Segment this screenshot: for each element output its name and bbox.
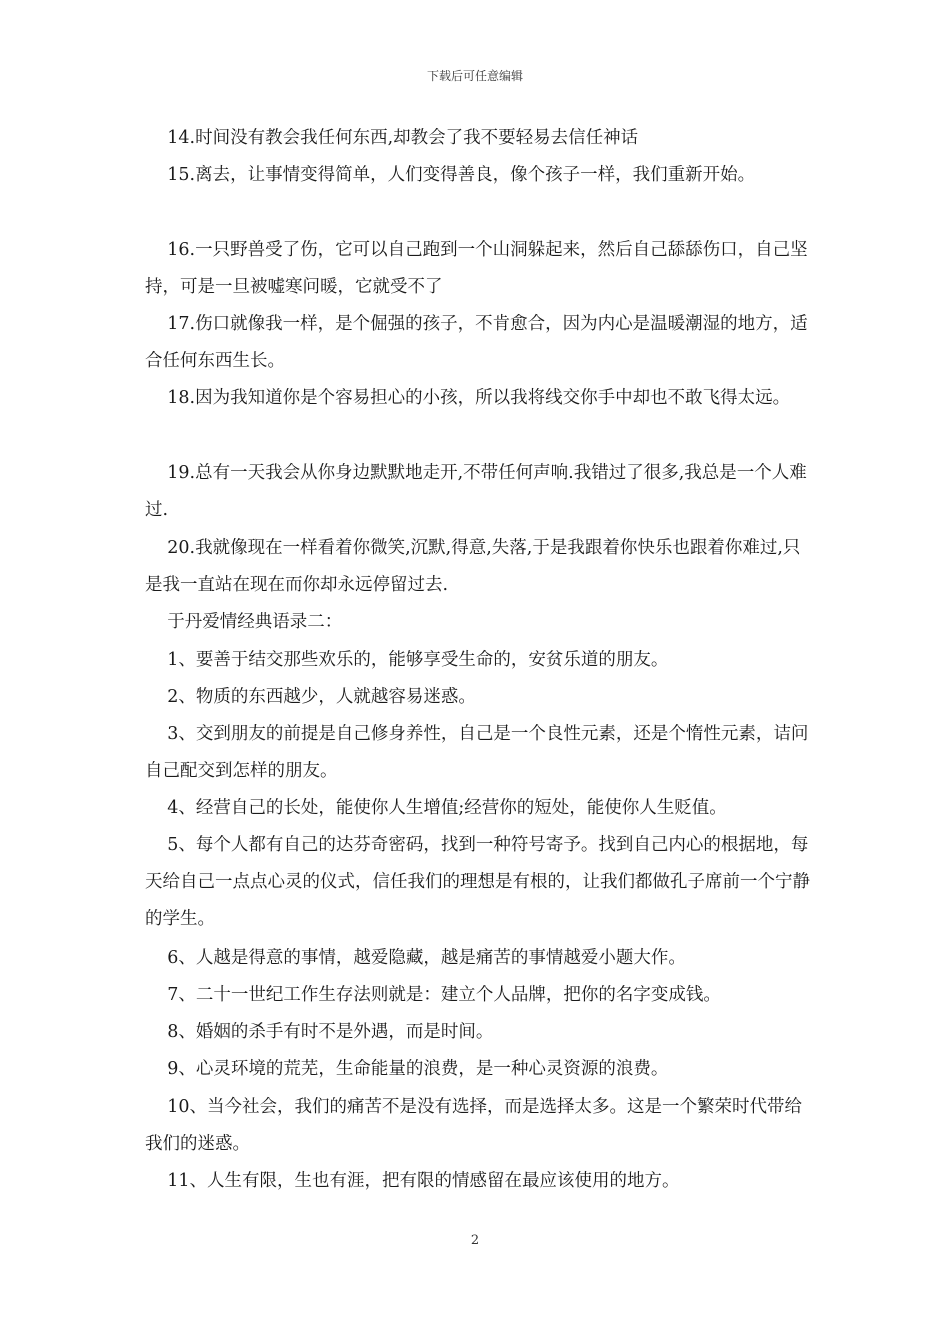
quote-9: 9、心灵环境的荒芜，生命能量的浪费，是一种心灵资源的浪费。	[145, 1059, 669, 1079]
section-heading: 于丹爱情经典语录二：	[145, 612, 343, 632]
paragraph-19: 19.总有一天我会从你身边默默地走开,不带任何声响.我错过了很多,我总是一个人难过.	[145, 463, 807, 520]
paragraph-14: 14.时间没有教会我任何东西,却教会了我不要轻易去信任神话	[145, 128, 639, 148]
paragraph-18: 18.因为我知道你是个容易担心的小孩，所以我将线交你手中却也不敢飞得太远。	[145, 388, 791, 408]
paragraph-16: 16.一只野兽受了伤，它可以自己跑到一个山洞躲起来，然后自己舔舔伤口，自己坚持，可是一旦被嘘寒问暖，它就受不了	[145, 240, 808, 297]
page-header: 下载后可任意编辑	[426, 69, 523, 83]
quote-2: 2、物质的东西越少，人就越容易迷惑。	[145, 687, 476, 707]
paragraph-15: 15.离去，让事情变得简单，人们变得善良，像个孩子一样，我们重新开始。	[145, 165, 756, 185]
quote-5: 5、每个人都有自己的达芬奇密码，找到一种符号寄予。找到自己内心的根据地，每天给自己一点点心灵的仪式，信任我们的理想是有根的，让我们都做孔子席前一个宁静的学生。	[145, 835, 810, 929]
quote-6: 6、人越是得意的事情，越爱隐藏，越是痛苦的事情越爱小题大作。	[145, 948, 686, 968]
paragraph-20: 20.我就像现在一样看着你微笑,沉默,得意,失落,于是我跟着你快乐也跟着你难过,只是我一直站在现在而你却永远停留过去.	[145, 538, 801, 595]
quote-1: 1、要善于结交那些欢乐的，能够享受生命的，安贫乐道的朋友。	[145, 650, 669, 670]
quote-7: 7、二十一世纪工作生存法则就是：建立个人品牌，把你的名字变成钱。	[145, 985, 721, 1005]
page-number: 2	[470, 1233, 480, 1248]
quote-10: 10、当今社会，我们的痛苦不是没有选择，而是选择太多。这是一个繁荣时代带给我们的迷惑。	[145, 1097, 803, 1154]
quote-11: 11、人生有限，生也有涯，把有限的情感留在最应该使用的地方。	[145, 1171, 680, 1191]
paragraph-17: 17.伤口就像我一样，是个倔强的孩子，不肯愈合，因为内心是温暖潮湿的地方，适合任何东西生长。	[145, 314, 808, 371]
quote-3: 3、交到朋友的前提是自己修身养性，自己是一个良性元素，还是个惰性元素，诘问自己配交到怎样的朋友。	[145, 724, 809, 781]
quote-4: 4、经营自己的长处，能使你人生增值;经营你的短处，能使你人生贬值。	[145, 798, 727, 818]
quote-8: 8、婚姻的杀手有时不是外遇，而是时间。	[145, 1022, 494, 1042]
